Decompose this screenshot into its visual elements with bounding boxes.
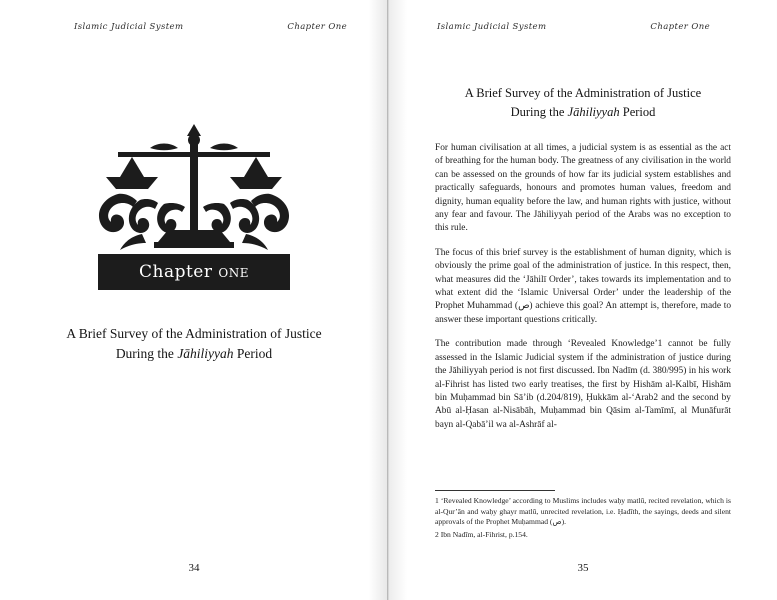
section-heading: [435, 84, 731, 122]
running-chapter: Chapter One: [287, 22, 347, 32]
section-heading-line2-pre: During the: [510, 105, 568, 119]
footnote-item: 2 Ibn Nadīm, al-Fihrist, p.154.: [435, 529, 528, 539]
running-title: Islamic Judicial System: [74, 22, 184, 32]
section-heading-line2-post: Period: [619, 105, 656, 119]
gutter-shadow-right: [389, 0, 407, 600]
chapter-banner: [98, 254, 290, 290]
footnote-separator: [435, 490, 555, 491]
right-page: [388, 0, 776, 600]
chapter-banner-number: one: [218, 262, 249, 282]
scales-of-justice-ornament: [82, 108, 306, 260]
body-paragraph: The focus of this brief survey is the establishment of human dignity, which is obviously the prime goal of the administration of justice. In this respect, then, what measures did the ‘Jāhilī Order’, takes towards its implementation and to what extent did the ‘Islamic Universal Order’ under the leadership of the Prophet Muhammad (ص) achieve this goal? An attempt is, therefore, made to answer these important questions critically.: [435, 247, 732, 325]
folio-right: 35: [577, 562, 589, 574]
section-heading-line1: A Brief Survey of the Administration of Justice: [464, 86, 702, 100]
chapter-title-line2-post: Period: [233, 346, 273, 361]
chapter-title-line1: A Brief Survey of the Administration of Justice: [66, 326, 322, 341]
chapter-title-line2-italic: Jāhiliyyah: [177, 346, 234, 361]
footnotes: [435, 496, 731, 542]
chapter-title: [0, 324, 388, 364]
chapter-banner-word: Chapter: [138, 262, 213, 282]
running-head-right: [437, 22, 710, 32]
section-heading-line2: [435, 103, 731, 122]
body-text: [435, 142, 731, 443]
running-chapter: Chapter One: [650, 22, 710, 32]
footnote-item: 1 ‘Revealed Knowledge’ according to Muslims includes waḥy matlū, recited revelation, which is al-Qur’ān and waḥy ghayr matlū, unrecited revelation, i.e. Ḥadīth, the sayings, deeds and silent approvals of the Prophet Muḥammad (ص).: [435, 496, 731, 527]
body-paragraph: For human civilisation at all times, a judicial system is as essential as the act of breathing for the human body. The greatness of any civilisation in the world can be assessed on the grounds of how far its judicial system establishes and practically safeguards, honours and promotes human values, freedom and dignity, human equality before the law, and human rights with justice, without any fear and favour. The Jāhiliyyah period of the Arabs was no exception to this rule.: [435, 143, 731, 234]
section-heading-line2-italic: Jāhiliyyah: [567, 105, 620, 119]
chapter-title-line2-pre: During the: [115, 346, 178, 361]
left-page: [0, 0, 388, 600]
running-title: Islamic Judicial System: [437, 22, 547, 32]
body-paragraph: The contribution made through ‘Revealed Knowledge’1 cannot be fully assessed in the Islamic Judicial system if the administration of justice during the Jāhiliyyah period is not first discussed. Ibn Nadīm (d. 380/995) in his work al-Fihrist has listed two early treatises, the first by Hishām al-Kalbī, Hishām bin Muḥammad bin Sā’ib (d.204/819), Ḥukkām al-‘Arab2 and the second by Abū al-Ḥasan al-Nisābāh, Muḥammad bin Qāsim al-Tamīmī, al Munāfurāt bayn al-Qabā’il wa al-Ashrāf al-: [435, 339, 731, 430]
chapter-opener: [0, 108, 388, 364]
chapter-title-line2: [0, 344, 388, 364]
folio-left: 34: [188, 562, 200, 574]
running-head-left: [74, 22, 347, 32]
